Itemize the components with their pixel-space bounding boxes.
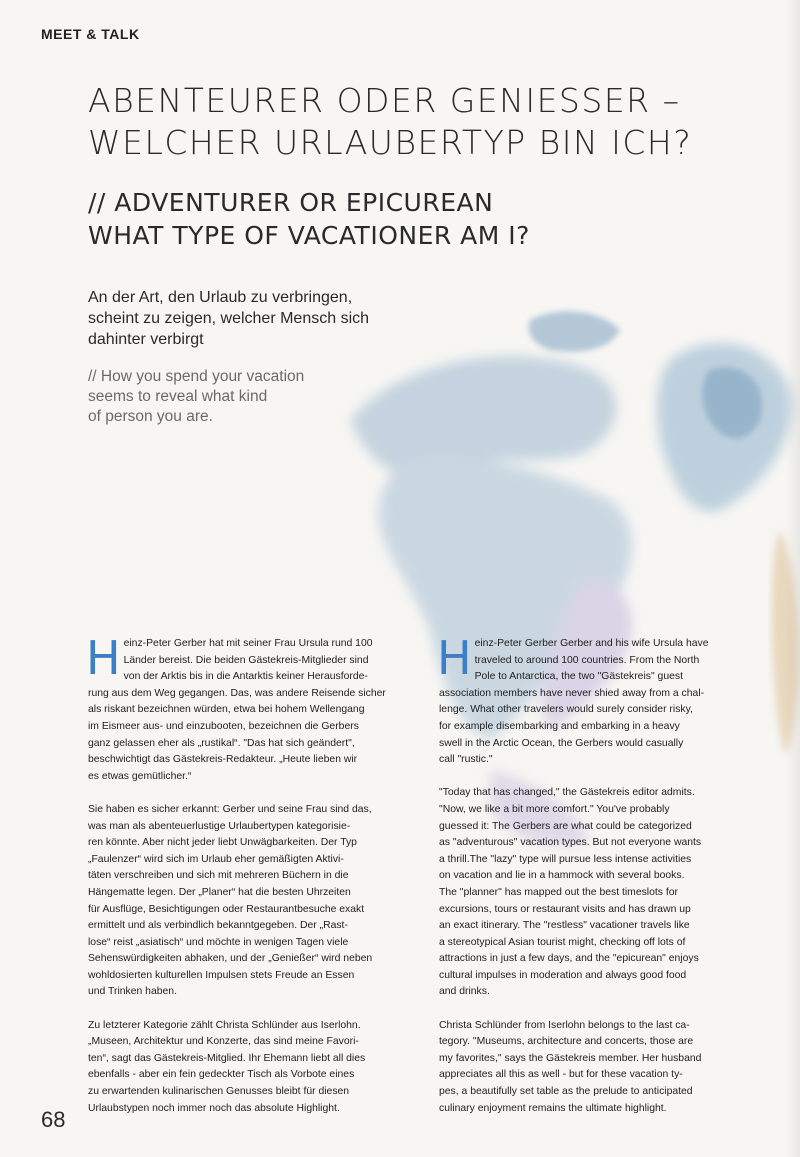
body-line: appreciates all this as well - but for these vacation ty- — [439, 1069, 683, 1081]
body-line: Urlaubstypen noch immer noch das absolute Highlight. — [88, 1102, 340, 1114]
body-line: my favorites," says the Gästekreis member. Her husband — [439, 1052, 702, 1064]
body-column-english — [437, 631, 769, 1134]
body-line: einz-Peter Gerber Gerber and his wife Ursula have — [474, 638, 709, 649]
headline-english-line: // ADVENTURER OR EPICUREAN — [88, 188, 494, 217]
body-line: Christa Schlünder from Iserlohn belongs to the last ca- — [439, 1019, 690, 1031]
body-line: lose“ reist „asiatisch“ und möchte in wenigen Tagen viele — [88, 936, 349, 948]
body-line: von der Arktis bis in die Antarktis keiner Herausforde- — [123, 671, 368, 683]
lead-english-line: of person you are. — [88, 408, 213, 425]
body-line: a thrill.The "lazy" type will pursue less intense activities — [439, 853, 692, 865]
body-line: and drinks. — [439, 986, 490, 998]
headline-german-line: ABENTEURER ODER GENIESSER – — [88, 81, 681, 120]
body-line: The "planner" has mapped out the best timeslots for — [439, 886, 678, 898]
body-line: excursions, tours or restaurant visits and has drawn up — [439, 903, 691, 915]
body-line: was man als abenteuerlustige Urlaubertypen kategorisie- — [88, 820, 351, 832]
headline-english-line: WHAT TYPE OF VACATIONER AM I? — [88, 221, 530, 250]
body-line: for example disembarking and embarking in a heavy — [439, 720, 680, 732]
drop-cap: H — [86, 631, 121, 685]
body-line: „Faulenzer“ wird sich im Urlaub eher gemäßigten Aktivi- — [88, 853, 344, 865]
lead-german-line: An der Art, den Urlaub zu verbringen, — [88, 289, 353, 306]
headline-german — [88, 80, 778, 164]
body-line: an exact itinerary. The "restless" vacationer travels like — [439, 920, 690, 932]
body-line: Pole to Antarctica, the two "Gästekreis" guest — [474, 671, 683, 683]
body-line: "Now, we like a bit more comfort." You've probably — [439, 803, 670, 815]
headline-english — [88, 186, 728, 252]
body-line: traveled to around 100 countries. From the North — [474, 654, 700, 666]
body-line: culinary enjoyment remains the ultimate highlight. — [439, 1102, 667, 1114]
body-line: ten“, sagt das Gästekreis-Mitglied. Ihr Ehemann liebt all dies — [88, 1052, 366, 1064]
body-line: und Trinken haben. — [88, 986, 177, 998]
body-line: Sehenswürdigkeiten abhaken, und der „Genießer“ wird neben — [88, 953, 373, 965]
body-paragraph — [88, 1018, 418, 1118]
body-line: es etwas gemütlicher.“ — [88, 770, 192, 782]
body-paragraph — [439, 785, 769, 1001]
body-line: als riskant bezeichnen würden, etwa bei hohem Wellengang — [88, 704, 365, 716]
body-column-german — [86, 631, 418, 1134]
section-label: MEET & TALK — [41, 26, 140, 42]
body-line: für Ausflüge, Besichtigungen oder Restaurantbesuche exakt — [88, 903, 365, 915]
body-line: Hängematte legen. Der „Planer“ hat die besten Uhrzeiten — [88, 886, 351, 898]
lead-english-line: // How you spend your vacation — [88, 368, 305, 385]
body-line: swell in the Arctic Ocean, the Gerbers would casually — [439, 737, 684, 749]
body-line: ermittelt und als verbindlich bekanntgegeben. Der „Rast- — [88, 920, 348, 932]
body-line: ren könnte. Aber nicht jeder liebt Unwägbarkeiten. Der Typ — [88, 837, 357, 849]
body-line: a stereotypical Asian tourist might, checking off lots of — [439, 936, 686, 948]
lead-german-line: scheint zu zeigen, welcher Mensch sich — [88, 310, 370, 327]
body-line: "Today that has changed," the Gästekreis editor admits. — [439, 787, 695, 799]
body-line: „Museen, Architektur und Konzerte, das sind meine Favori- — [88, 1036, 359, 1048]
body-line: lenge. What other travelers would surely consider risky, — [439, 704, 693, 716]
body-line: cultural impulses in moderation and always good food — [439, 969, 687, 981]
body-line: tegory. "Museums, architecture and concerts, those are — [439, 1036, 694, 1048]
lead-german-line: dahinter verbirgt — [88, 331, 204, 348]
body-line: einz-Peter Gerber hat mit seiner Frau Ursula rund 100 — [123, 638, 373, 649]
page-spine-shadow — [785, 0, 800, 1157]
body-paragraph — [439, 1018, 769, 1118]
body-line: guessed it: The Gerbers are what could be categorized — [439, 820, 692, 832]
lead-english-line: seems to reveal what kind — [88, 388, 268, 405]
body-line: association members have never shied away from a chal- — [439, 687, 705, 699]
drop-cap: H — [437, 631, 472, 685]
body-line: ebenfalls - aber ein fein gedeckter Tisch als Vorbote eines — [88, 1069, 355, 1081]
body-line: Sie haben es sicher erkannt: Gerber und seine Frau sind das, — [88, 803, 372, 815]
body-paragraph — [88, 802, 418, 1001]
lead-german — [88, 287, 418, 350]
page-number: 68 — [41, 1107, 66, 1132]
body-line: im Eismeer aus- und einzubooten, bezeichnen die Gerbers — [88, 720, 359, 732]
body-paragraph — [86, 631, 418, 785]
body-line: beschwichtigt das Gästekreis-Redakteur. „Heute lieben wir — [88, 754, 358, 766]
body-line: call "rustic." — [439, 754, 493, 766]
body-line: ganz gelassen eher als „rustikal“. "Das hat sich geändert", — [88, 737, 355, 749]
headline-german-line: WELCHER URLAUBERTYP BIN ICH? — [88, 123, 693, 162]
body-line: rung aus dem Weg gegangen. Das, was andere Reisende sicher — [88, 687, 386, 699]
body-line: Zu letzterer Kategorie zählt Christa Schlünder aus Iserlohn. — [88, 1019, 361, 1031]
body-paragraph — [437, 631, 769, 769]
body-line: pes, a beautifully set table as the prelude to anticipated — [439, 1086, 693, 1098]
body-line: on vacation and lie in a hammock with several books. — [439, 870, 685, 882]
body-line: Länder bereist. Die beiden Gästekreis-Mitglieder sind — [123, 654, 369, 666]
body-line: as "adventurous" vacation types. But not everyone wants — [439, 837, 702, 849]
body-line: zu erwartenden kulinarischen Genusses bleibt für diesen — [88, 1086, 350, 1098]
lead-english — [88, 367, 348, 427]
body-line: attractions in just a few days, and the "epicurean" enjoys — [439, 953, 699, 965]
body-line: täten verschreiben und sich mit mehreren Büchern in die — [88, 870, 349, 882]
body-line: wohldosierten kulturellen Impulsen stets Freude an Essen — [88, 969, 355, 981]
